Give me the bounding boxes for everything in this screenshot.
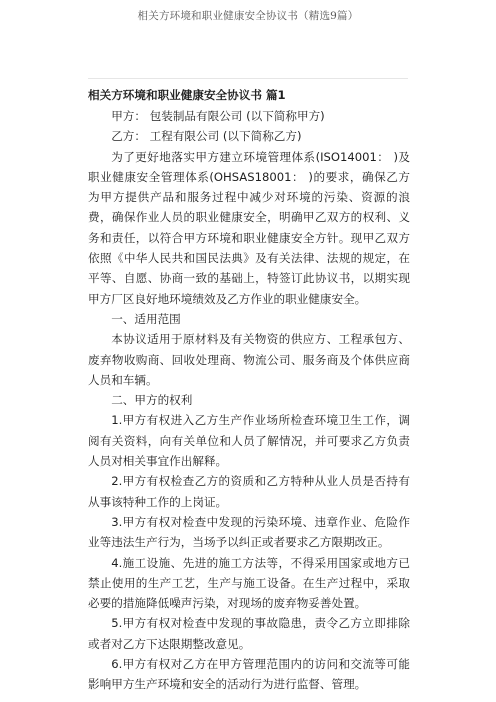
rights-item-5: 5.甲方有权对检查中发现的事故隐患，责令乙方立即排除或者对乙方下达限期整改意见。 [88,616,410,651]
page-header: 相关方环境和职业健康安全协议书（精选9篇） [137,10,359,22]
rights-item-4: 4.施工设施、先进的施工方法等，不得采用国家或地方已禁止使用的生产工艺，生产与施工设备。在生产过程中，采取必要的措施降低噪声污染，对现场的废弃物妥善处置。 [88,555,410,611]
rights-item-3: 3.甲方有权对检查中发现的污染环境、违章作业、危险作业等违法生产行为，当场予以纠正或者要求乙方限期改正。 [88,514,410,550]
party-a-line: 甲方： 包装制品有限公司 (以下简称甲方) [111,109,325,123]
scope-paragraph: 本协议适用于原材料及有关物资的供应方、工程承包方、废弃物收购商、回收处理商、物流公司、服务商及个体供应商人员和车辆。 [88,332,410,387]
section-heading-scope: 一、适用范围 [111,311,181,326]
party-b-line: 乙方： 工程有限公司 (以下简称乙方) [111,129,302,144]
header-divider [88,78,408,79]
document-body [88,85,410,695]
rights-item-6: 6.甲方有权对乙方在甲方管理范围内的访问和交流等可能影响甲方生产环境和安全的活动行为进行监督、管理。 [88,657,410,692]
document-title: 相关方环境和职业健康安全协议书 篇1 [88,88,286,102]
section-heading-rights: 二、甲方的权利 [111,393,193,408]
intro-paragraph: 为了更好地落实甲方建立环境管理体系(ISO14001： )及职业健康安全管理体系(OHSAS18001： )的要求，确保乙方为甲方提供产品和服务过程中减少对环境的污染、资源的浪费，确保作业人员的职业健康安全，明确甲乙双方的权利、义务和责任，以符合甲方环境和职业健康安全方针。现甲乙双方依照《中华人民共和国民法典》及有关法律、法规的规定，在平等、自愿、协商一致的基础上，特签订此协议书，以期实现甲方厂区良好地环境绩效及乙方作业的职业健康安全。 [88,149,410,306]
rights-item-1: 1.甲方有权进入乙方生产作业场所检查环境卫生工作，调阅有关资料，向有关单位和人员了解情况，并可要求乙方负责人员对相关事宜作出解释。 [88,413,410,469]
rights-item-2: 2.甲方有权检查乙方的资质和乙方特种从业人员是否持有从事该特种工作的上岗证。 [88,474,410,509]
